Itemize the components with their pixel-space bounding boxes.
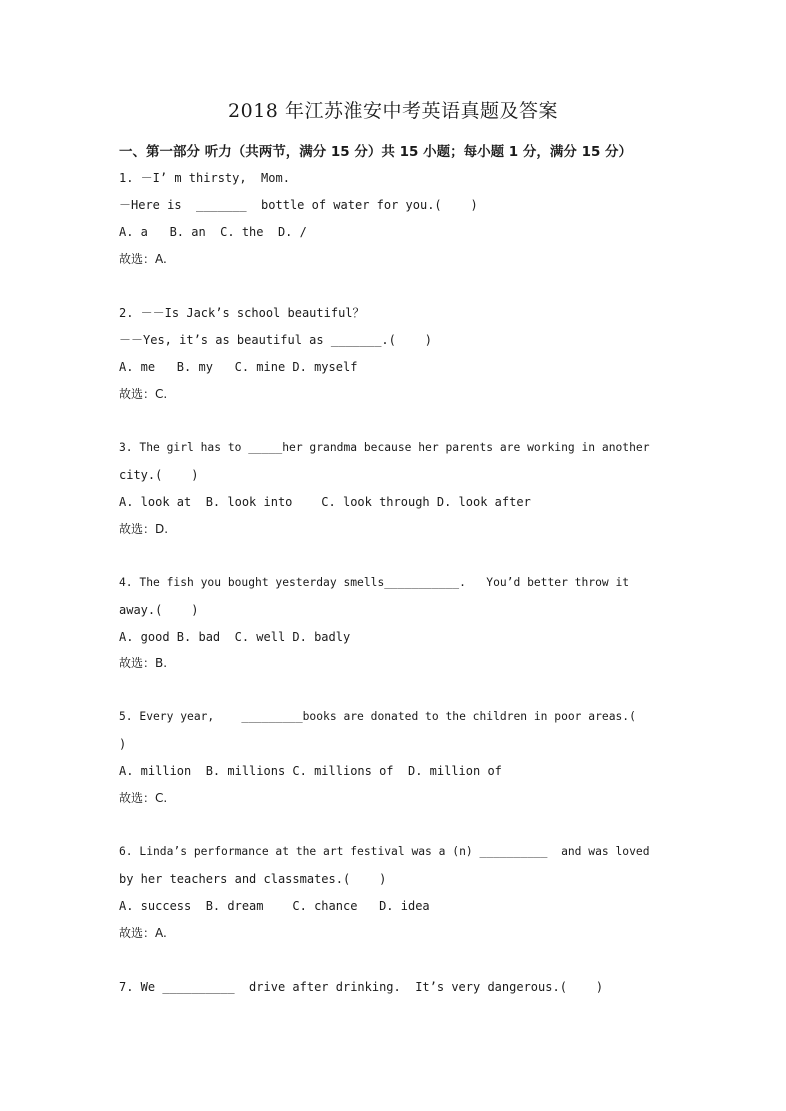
question-2-line-1: 2. －－Is Jack’s school beautiful？ [119,306,365,320]
question-1-line-1: 1. －I’ m thirsty, Mom. [119,171,290,185]
question-2-answer: 故选：C. [119,387,168,401]
question-3-answer: 故选：D. [119,522,169,536]
question-4-answer: 故选：B. [119,656,168,670]
document-title: 2018 年江苏淮安中考英语真题及答案 [228,100,558,122]
question-1-answer: 故选：A. [119,252,167,266]
question-2-options: A. me B. my C. mine D. myself [119,360,358,374]
question-5-options: A. million B. millions C. millions of D. million of [119,764,502,778]
question-3-line-2: city.( ) [119,468,199,482]
question-2-line-2: －－Yes, it’s as beautiful as _______.( ) [119,333,432,347]
question-3-line-1: 3. The girl has to _____her grandma because her parents are working in another [119,441,650,454]
question-1-options: A. a B. an C. the D. / [119,225,307,239]
question-4-line-2: away.( ) [119,603,199,617]
question-3-options: A. look at B. look into C. look through D. look after [119,495,531,509]
question-6-options: A. success B. dream C. chance D. idea [119,899,430,913]
question-4-line-1: 4. The fish you bought yesterday smells___________. You’d better throw it [119,576,630,589]
question-5-line-2: ) [119,737,127,751]
question-6-line-2: by her teachers and classmates.( ) [119,872,387,886]
question-5-answer: 故选：C. [119,791,168,805]
question-1-line-2: －Here is _______ bottle of water for you.( ) [119,198,478,212]
question-6-answer: 故选：A. [119,926,167,940]
question-5-line-1: 5. Every year, _________books are donated to the children in poor areas.( [119,710,636,723]
question-4-options: A. good B. bad C. well D. badly [119,630,351,644]
section-heading: 一、第一部分 听力（共两节，满分 15 分）共 15 小题；每小题 1 分，满分 15 分） [119,144,633,160]
question-7-line-1: 7. We __________ drive after drinking. It’s very dangerous.( ) [119,980,604,994]
question-6-line-1: 6. Linda’s performance at the art festival was a (n) __________ and was loved [119,845,650,858]
